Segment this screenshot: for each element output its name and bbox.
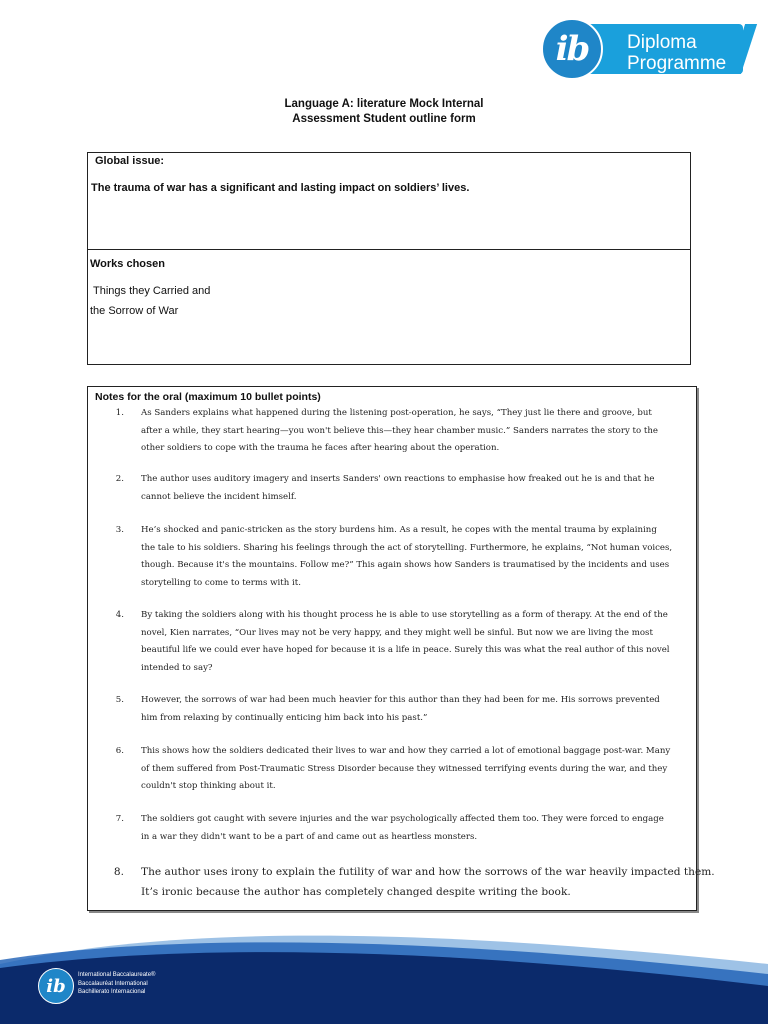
note-number: 5. [115, 695, 124, 705]
page-title [0, 97, 768, 127]
note-line: of them suffered from Post-Traumatic Stress Disorder because they witnessed terrifying events during the war, and they [141, 763, 668, 774]
note-number: 7. [115, 814, 124, 824]
note-line: the tale to his soldiers. Sharing his feelings through the act of storytelling. Furthermore, he explains, “Not human voices, [141, 542, 673, 553]
form-divider [88, 249, 690, 250]
note-line: cannot believe the incident himself. [141, 491, 297, 502]
title-line-1: Language A: literature Mock Internal [284, 98, 484, 110]
outline-form-box [87, 152, 691, 365]
note-line: in a war they didn't want to be a part of and came out as heartless monsters. [141, 831, 478, 842]
note-text [141, 522, 681, 592]
note-number: 2. [115, 474, 124, 484]
logo-line-2: Programme [627, 53, 727, 74]
note-line: beautiful life we could ever have hoped for because it is a life in peace. Surely this was what the real author of this novel [141, 645, 670, 655]
works-chosen-label: Works chosen [90, 258, 165, 270]
footer-line-2: Baccalauréat International [78, 980, 148, 987]
work-1: Things they Carried and [93, 285, 211, 297]
note-text [141, 692, 681, 727]
note-line: intended to say? [141, 662, 213, 673]
note-line: However, the sorrows of war had been much heavier for this author than they had been for me. His sorrows prevented [141, 695, 660, 705]
note-line: him from relaxing by continually enticing him back into his past.” [141, 712, 428, 723]
note-number: 4. [115, 610, 124, 620]
logo-text [627, 32, 726, 74]
global-issue-label: Global issue: [95, 155, 165, 167]
notes-heading: Notes for the oral (maximum 10 bullet points) [95, 391, 321, 403]
note-number: 3. [115, 525, 124, 535]
note-line: This shows how the soldiers dedicated their lives to war and how they carried a lot of emotional baggage post-war. Many [141, 746, 671, 756]
work-2: the Sorrow of War [90, 305, 179, 317]
note-line: The author uses irony to explain the futility of war and how the sorrows of the war heavily impacted them. [141, 866, 715, 878]
note-line: By taking the soldiers along with his thought process he is able to use storytelling as a form of therapy. At the end of the [141, 610, 668, 620]
note-text [141, 862, 715, 902]
note-number: 8. [113, 866, 124, 878]
note-text [141, 405, 681, 458]
footer-line-1: International Baccalaureate® [78, 972, 156, 978]
note-line: storytelling to come to terms with it. [141, 577, 301, 588]
note-line: other soldiers to cope with the trauma he faces after hearing about the operation. [141, 443, 500, 453]
note-text [141, 607, 681, 677]
ib-logo-icon: ib [541, 18, 603, 80]
logo-line-1: Diploma [627, 32, 697, 53]
footer-text [78, 971, 155, 997]
note-line: He’s shocked and panic-stricken as the story burdens him. As a result, he copes with the mental trauma by explaining [141, 525, 657, 535]
global-issue-text: The trauma of war has a significant and lasting impact on soldiers’ lives. [91, 182, 470, 194]
ib-diploma-logo [541, 18, 743, 80]
footer [0, 924, 768, 1024]
note-number: 1. [115, 408, 124, 418]
note-line: The soldiers got caught with severe injuries and the war psychologically affected them too. They were forced to engage [141, 814, 664, 824]
note-text [141, 743, 681, 796]
note-line: As Sanders explains what happened during the listening post-operation, he says, “They just lie there and groove, but [141, 408, 652, 418]
note-text [141, 811, 681, 846]
note-line: The author uses auditory imagery and inserts Sanders' own reactions to emphasise how freaked out he is and that he [141, 474, 655, 484]
title-line-2: Assessment Student outline form [292, 113, 476, 125]
note-line: though. Because it's the mountains. Follow me?” This again shows how Sanders is traumatised by the incidents and uses [141, 560, 670, 570]
notes-box [87, 386, 715, 911]
note-text [141, 471, 681, 506]
note-line: after a while, they start hearing—you won't believe this—they hear chamber music.” Sanders narrates the story to the [141, 425, 658, 436]
note-number: 6. [115, 746, 124, 756]
note-line: It’s ironic because the author has completely changed despite writing the book. [141, 886, 571, 898]
footer-line-3: Bachillerato Internacional [78, 989, 146, 995]
note-line: novel, Kien narrates, “Our lives may not be very happy, and they might well be sinful. But now we are living the most [141, 627, 653, 638]
footer-ib-logo-icon: ib [38, 968, 74, 1004]
note-line: couldn't stop thinking about it. [141, 781, 276, 791]
